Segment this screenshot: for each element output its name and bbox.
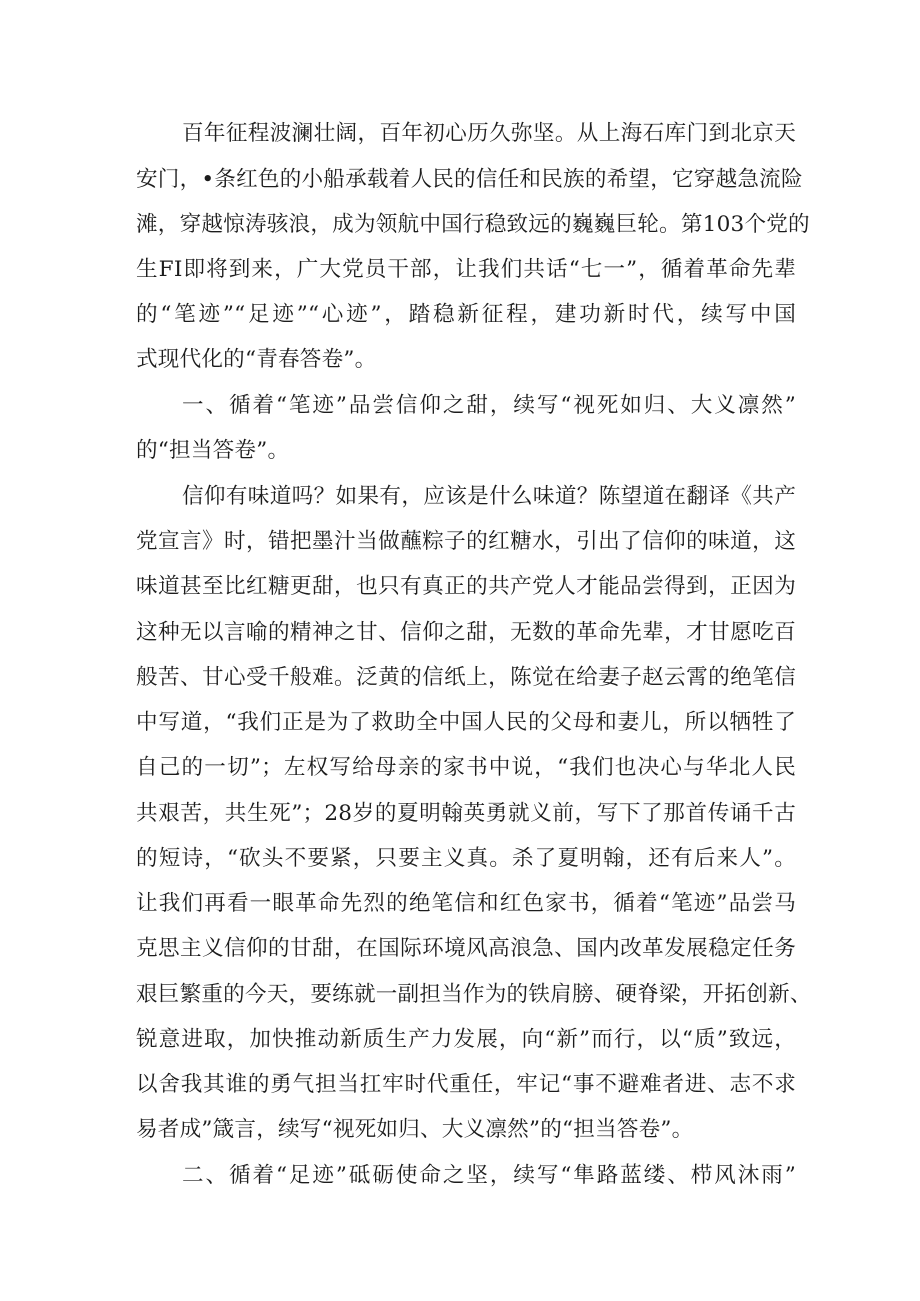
paragraph-1-line-5: 的“笔迹”“足迹”“心迹”，踏稳新征程，建功新时代，续写中国 bbox=[136, 302, 796, 327]
paragraph-1-line-4: 生FI即将到来，广大党员干部，让我们共话“七一”，循着革命先辈 bbox=[136, 257, 796, 282]
section-2-heading-line-1: 二、循着“足迹”砥砺使命之坚，续写“隼路蓝缕、栉风沐雨” bbox=[182, 1163, 796, 1188]
paragraph-2-line-3: 味道甚至比红糖更甜，也只有真正的共产党人才能品尝得到，正因为 bbox=[136, 574, 796, 599]
paragraph-2-line-9: 的短诗，“砍头不要紧，只要主义真。杀了夏明翰，还有后来人”。 bbox=[136, 846, 796, 871]
paragraph-2-line-11: 克思主义信仰的甘甜，在国际环境风高浪急、国内改革发展稳定任务 bbox=[136, 936, 796, 961]
paragraph-2-line-7: 自己的一切”；左权写给母亲的家书中说，“我们也决心与华北人民 bbox=[136, 755, 796, 780]
section-1-heading-line-1: 一、循着“笔迹”品尝信仰之甜，续写“视死如归、大义凛然” bbox=[182, 393, 796, 418]
section-1-heading-line-2: 的“担当答卷”。 bbox=[136, 438, 290, 463]
paragraph-1-line-6: 式现代化的“青春答卷”。 bbox=[136, 347, 377, 372]
paragraph-2-line-13: 锐意进取，加快推动新质生产力发展，向“新”而行，以“质”致远， bbox=[136, 1027, 796, 1052]
paragraph-1-line-3: 滩，穿越惊涛骇浪，成为领航中国行稳致远的巍巍巨轮。第103个党的 bbox=[136, 212, 810, 237]
paragraph-1-line-2: 安门，•条红色的小船承载着人民的信任和民族的希望，它穿越急流险 bbox=[136, 167, 803, 192]
paragraph-2-line-12: 艰巨繁重的今天，要练就一副担当作为的铁肩膀、硬脊梁，开拓创新、 bbox=[136, 982, 812, 1007]
paragraph-1-line-1: 百年征程波澜壮阔，百年初心历久弥坚。从上海石库门到北京天 bbox=[182, 121, 796, 146]
paragraph-2-line-4: 这种无以言喻的精神之甘、信仰之甜，无数的革命先辈，才甘愿吃百 bbox=[136, 620, 796, 645]
paragraph-2-line-8: 共艰苦，共生死”；28岁的夏明翰英勇就义前，写下了那首传诵千古 bbox=[136, 801, 796, 826]
paragraph-2-line-14: 以舍我其谁的勇气担当扛牢时代重任，牢记“事不避难者进、志不求 bbox=[136, 1072, 796, 1097]
paragraph-2-line-15: 易者成”箴言，续写“视死如归、大义凛然”的“担当答卷”。 bbox=[136, 1117, 694, 1142]
paragraph-2-line-5: 般苦、甘心受千般难。泛黄的信纸上，陈觉在给妻子赵云霄的绝笔信 bbox=[136, 665, 796, 690]
paragraph-2-line-10: 让我们再看一眼革命先烈的绝笔信和红色家书，循着“笔迹”品尝马 bbox=[136, 891, 796, 916]
paragraph-2-line-1: 信仰有味道吗？如果有，应该是什么味道？陈望道在翻译《共产 bbox=[182, 484, 796, 509]
paragraph-2-line-2: 党宣言》时，错把墨汁当做蘸粽子的红糖水，引出了信仰的味道，这 bbox=[136, 529, 796, 554]
paragraph-2-line-6: 中写道，“我们正是为了救助全中国人民的父母和妻儿，所以牺牲了 bbox=[136, 710, 796, 735]
